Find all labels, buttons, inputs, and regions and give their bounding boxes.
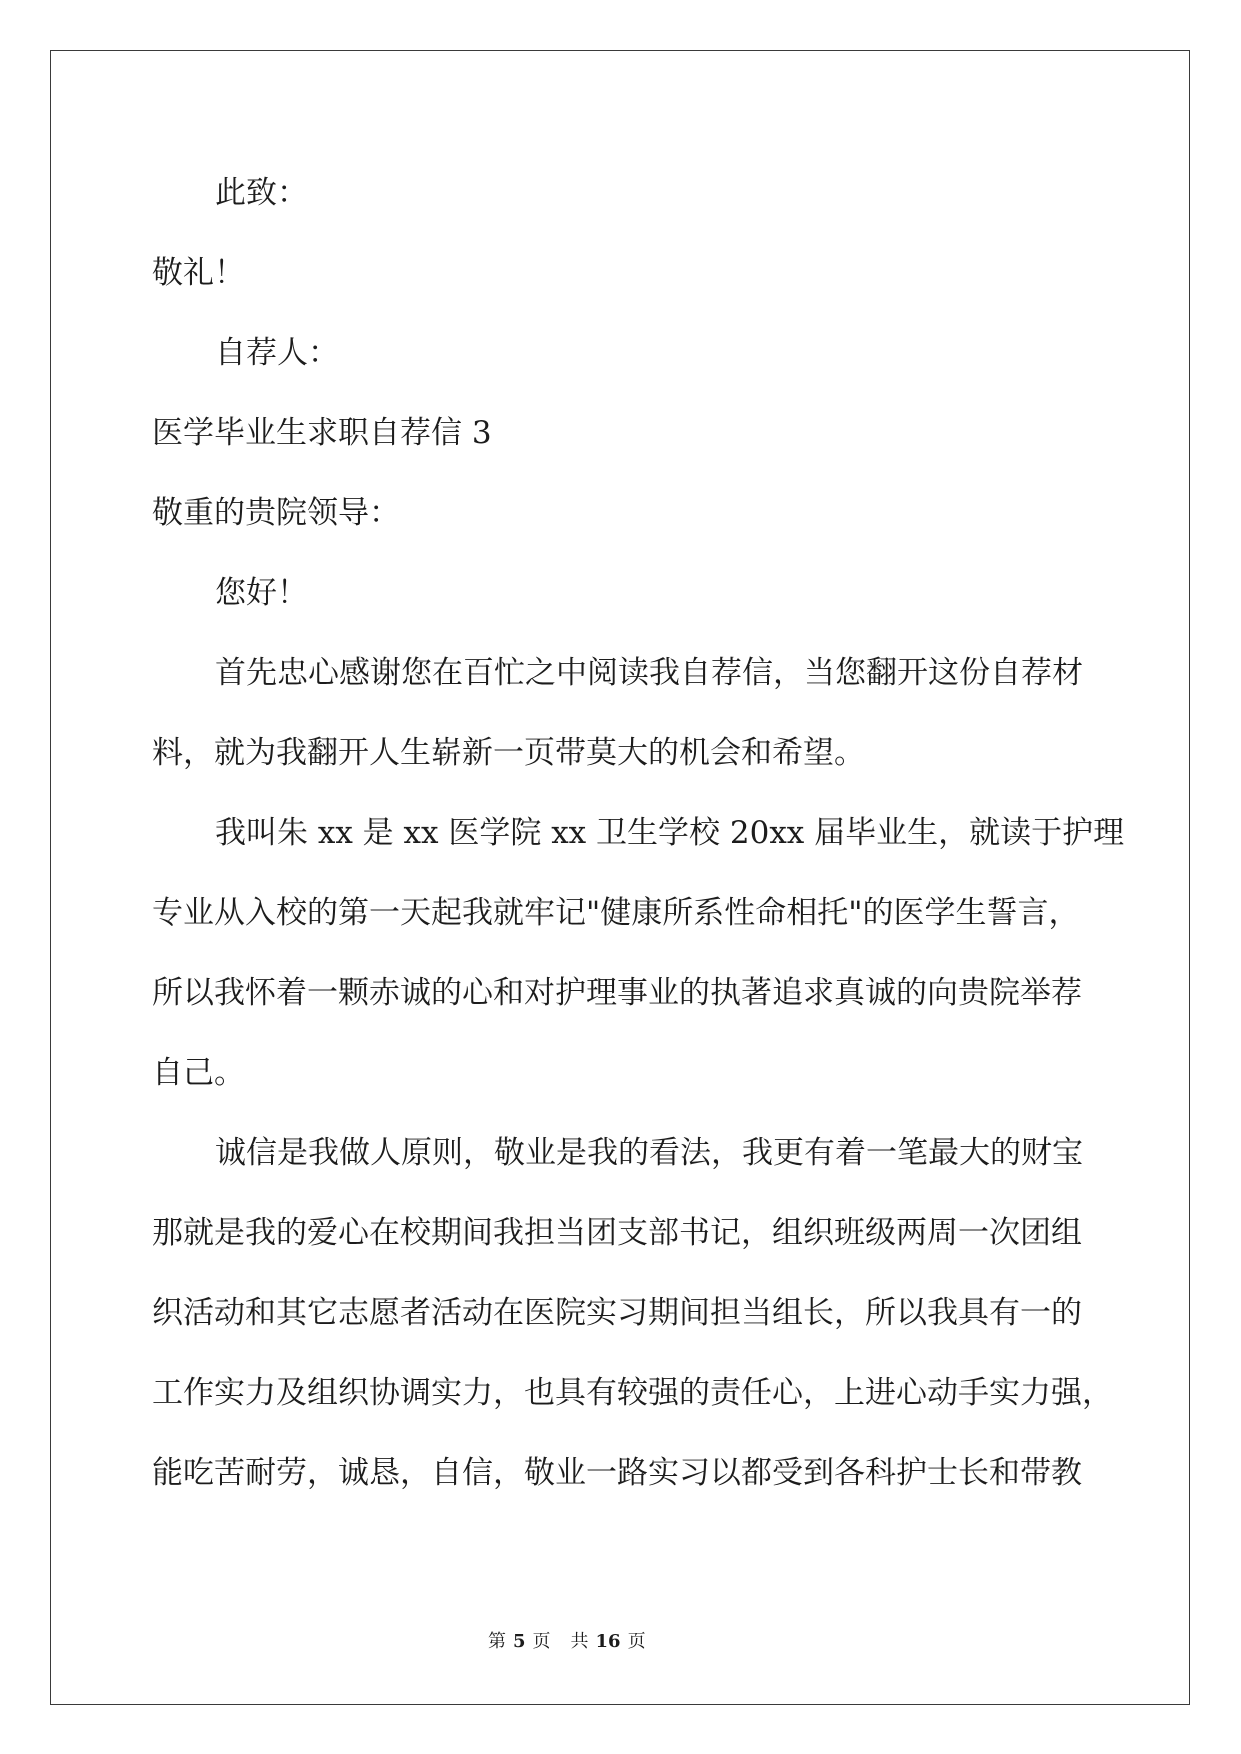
footer-page-prefix: 第 (488, 1631, 506, 1652)
paragraph-qualities (152, 1113, 1162, 1513)
paragraph-line: 料，就为我翻开人生崭新一页带莫大的机会和希望。 (152, 735, 865, 771)
footer-total-suffix: 页 (627, 1631, 646, 1652)
paragraph-line: 自己。 (152, 1055, 245, 1091)
closing-salutation: 此致： (215, 175, 308, 211)
page-footer (488, 1628, 646, 1656)
paragraph-line: 我叫朱 xx 是 xx 医学院 xx 卫生学校 20xx 届毕业生，就读于护理 (215, 815, 1125, 851)
footer-total-pages: 16 (595, 1631, 621, 1652)
footer-current-page: 5 (513, 1631, 526, 1652)
paragraph-line: 所以我怀着一颗赤诚的心和对护理事业的执著追求真诚的向贵院举荐 (152, 975, 1082, 1011)
paragraph-line: 首先忠心感谢您在百忙之中阅读我自荐信，当您翻开这份自荐材 (215, 655, 1083, 691)
greeting-hello: 您好！ (215, 575, 308, 611)
paragraph-line: 那就是我的爱心在校期间我担当团支部书记，组织班级两周一次团组 (152, 1215, 1082, 1251)
paragraph-line: 能吃苦耐劳，诚恳，自信，敬业一路实习以都受到各科护士长和带教 (152, 1455, 1082, 1491)
letter-title: 医学毕业生求职自荐信 3 (152, 415, 492, 451)
addressee: 敬重的贵院领导： (152, 495, 400, 531)
paragraph-line: 诚信是我做人原则，敬业是我的看法，我更有着一笔最大的财宝 (215, 1135, 1083, 1171)
footer-total-prefix: 共 (570, 1631, 589, 1652)
closing-regards: 敬礼！ (152, 255, 245, 291)
paragraph-gratitude (152, 633, 1162, 793)
paragraph-line: 专业从入校的第一天起我就牢记"健康所系性命相托"的医学生誓言， (152, 895, 1080, 931)
signer-label: 自荐人： (215, 335, 339, 371)
paragraph-line: 工作实力及组织协调实力，也具有较强的责任心，上进心动手实力强， (152, 1375, 1113, 1411)
letter-body (152, 153, 1162, 1513)
paragraph-introduction (152, 793, 1162, 1113)
paragraph-line: 织活动和其它志愿者活动在医院实习期间担当组长，所以我具有一的 (152, 1295, 1082, 1331)
footer-page-suffix: 页 (532, 1631, 551, 1652)
